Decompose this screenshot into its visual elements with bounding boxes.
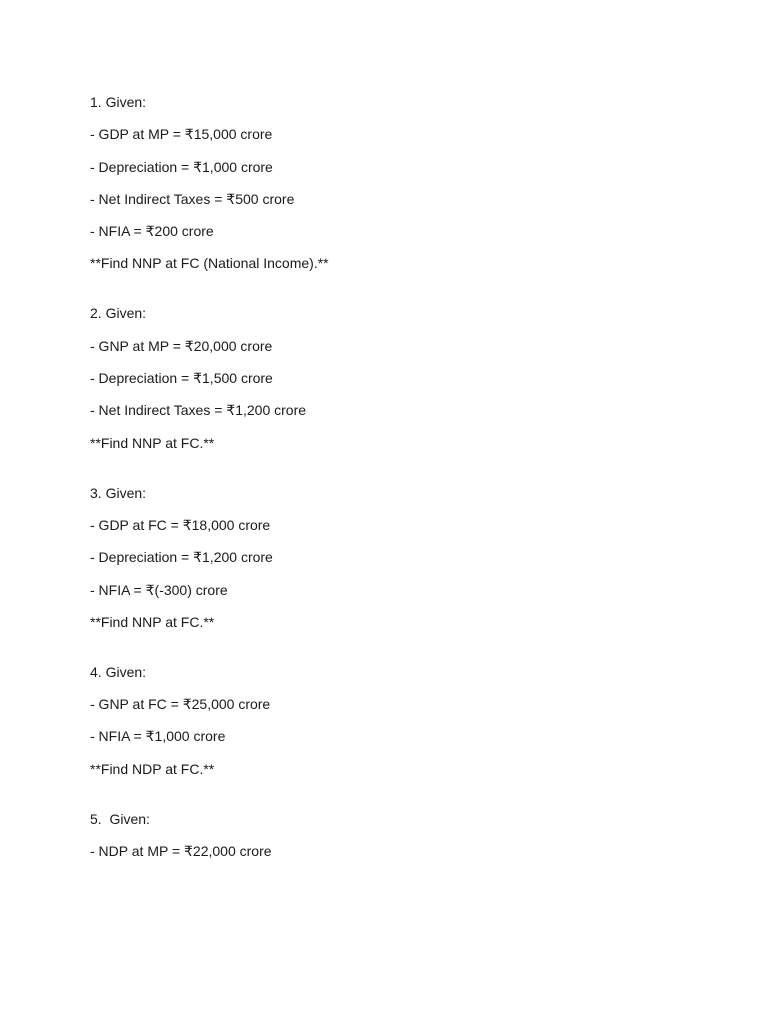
question-2 [90, 304, 690, 451]
given-item: - Depreciation = ₹1,500 crore [90, 370, 273, 387]
given-item: - GNP at MP = ₹20,000 crore [90, 337, 273, 354]
question-3 [90, 484, 690, 631]
question-task: **Find NDP at FC.** [90, 760, 215, 777]
given-item: - NFIA = ₹(-300) crore [90, 581, 228, 598]
question-5 [90, 810, 690, 860]
question-heading: 5. Given: [90, 810, 150, 827]
given-item: - GNP at FC = ₹25,000 crore [90, 696, 271, 713]
question-heading: 3. Given: [90, 484, 147, 501]
question-task: **Find NNP at FC.** [90, 613, 215, 630]
given-item: - Depreciation = ₹1,000 crore [90, 158, 273, 175]
given-item: - NDP at MP = ₹22,000 crore [90, 843, 272, 860]
question-heading: 1. Given: [90, 94, 147, 110]
given-item: - Net Indirect Taxes = ₹500 crore [90, 190, 295, 207]
given-item: - GDP at FC = ₹18,000 crore [90, 516, 271, 533]
question-4 [90, 663, 690, 778]
given-item: - Depreciation = ₹1,200 crore [90, 549, 273, 566]
given-item: - GDP at MP = ₹15,000 crore [90, 126, 273, 143]
given-item: - Net Indirect Taxes = ₹1,200 crore [90, 402, 307, 419]
given-item: - NFIA = ₹200 crore [90, 223, 214, 240]
question-heading: 4. Given: [90, 663, 147, 680]
document-body [90, 93, 690, 892]
given-item: - NFIA = ₹1,000 crore [90, 728, 226, 745]
question-task: **Find NNP at FC (National Income).** [90, 255, 329, 272]
question-1 [90, 93, 690, 272]
question-heading: 2. Given: [90, 305, 147, 322]
question-task: **Find NNP at FC.** [90, 434, 215, 451]
